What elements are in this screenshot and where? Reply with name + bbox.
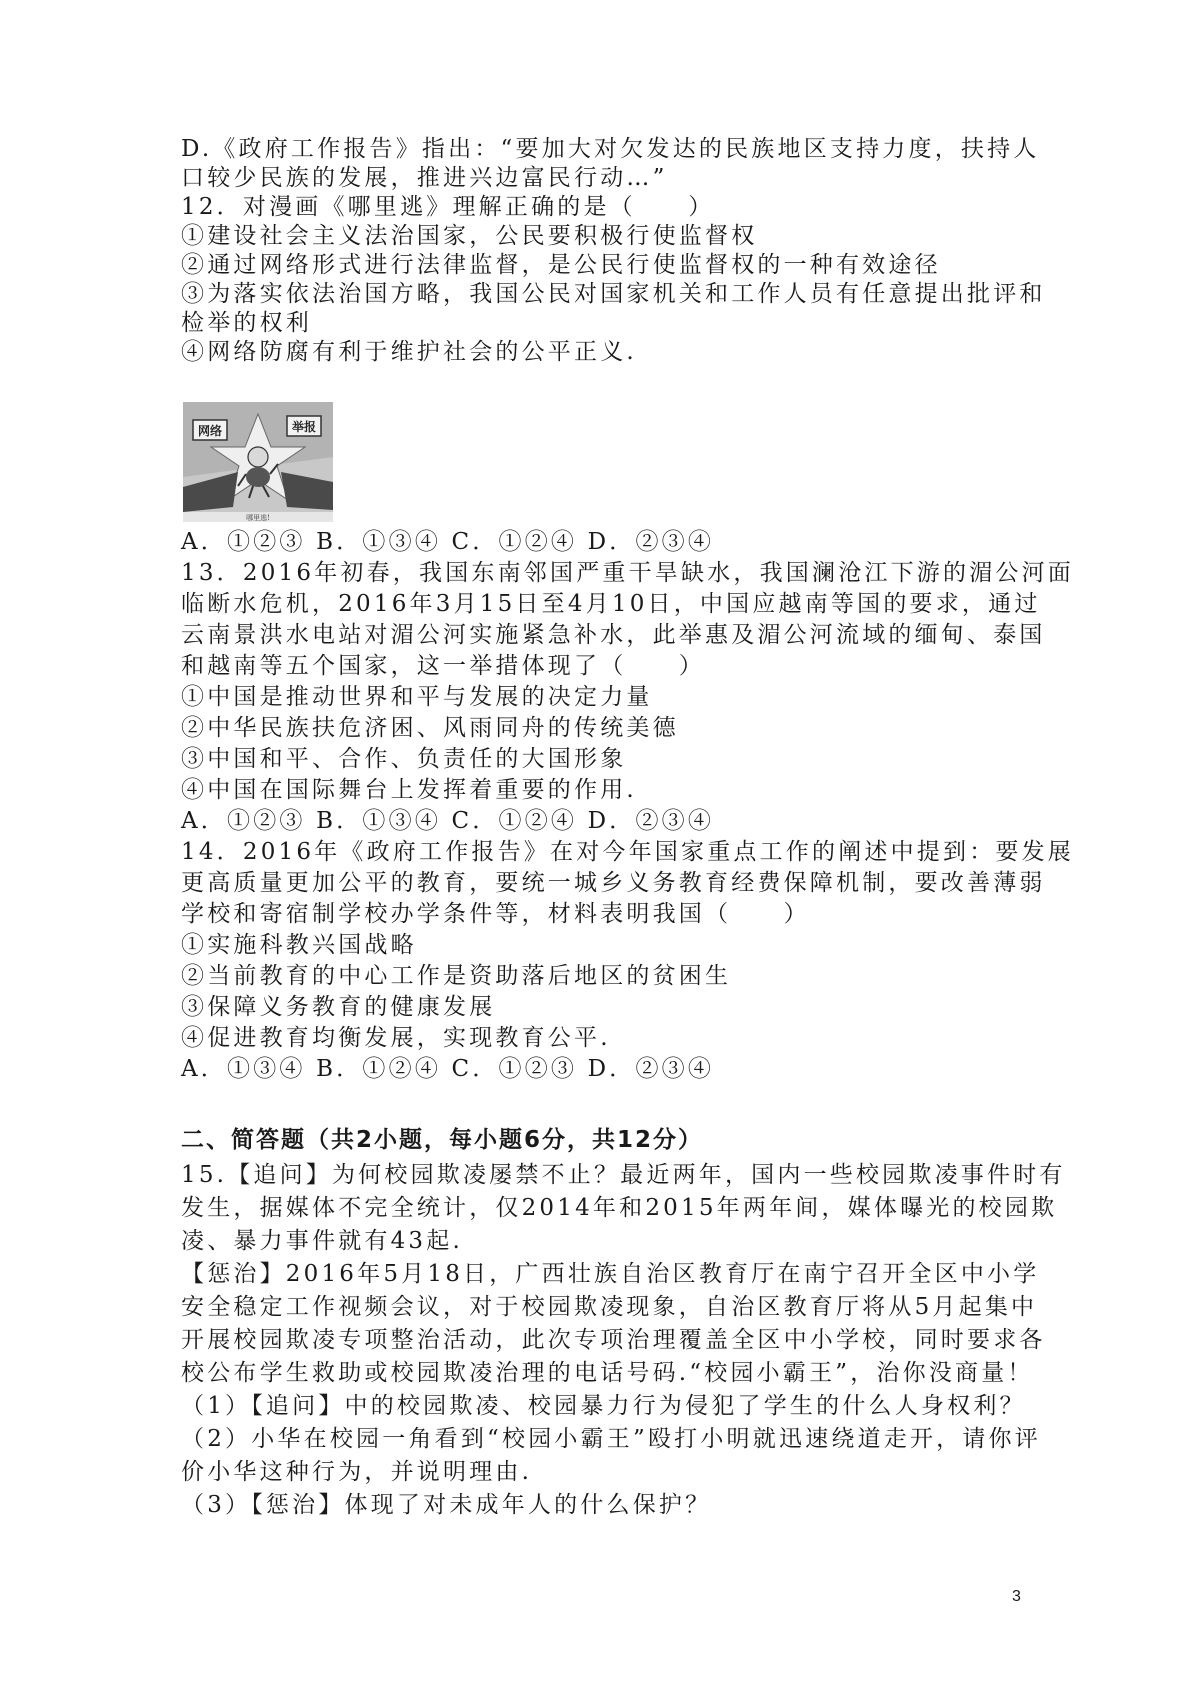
- question-14-stem-2: 更高质量更加公平的教育，要统一城乡义务教育经费保障机制，要改善薄弱: [181, 870, 1046, 896]
- q12-statement-4: ④网络防腐有利于维护社会的公平正义.: [181, 339, 637, 365]
- q12-statement-2: ②通过网络形式进行法律监督，是公民行使监督权的一种有效途径: [181, 252, 941, 278]
- q14-options: A．①③④ B．①②④ C．①②③ D．②③④: [181, 1056, 715, 1082]
- q15-subquestion-3: （3）【惩治】体现了对未成年人的什么保护？: [181, 1492, 712, 1518]
- q13-statement-1: ①中国是推动世界和平与发展的决定力量: [181, 684, 653, 710]
- question-13-stem-2: 临断水危机，2016年3月15日至4月10日，中国应越南等国的要求，通过: [181, 591, 1041, 617]
- question-15-line-2: 发生，据媒体不完全统计，仅2014年和2015年两年间，媒体曝光的校园欺: [181, 1195, 1058, 1221]
- q15-subquestion-2-cont: 价小华这种行为，并说明理由.: [181, 1459, 533, 1485]
- q14-statement-1: ①实施科教兴国战略: [181, 932, 417, 958]
- q15-subquestion-2: （2）小华在校园一角看到“校园小霸王”殴打小明就迅速绕道走开，请你评: [181, 1426, 1041, 1452]
- q13-options: A．①②③ B．①③④ C．①②④ D．②③④: [181, 808, 715, 834]
- q12-options: A．①②③ B．①③④ C．①②④ D．②③④: [181, 529, 715, 555]
- question-13-stem-1: 13．2016年初春，我国东南邻国严重干旱缺水，我国澜沧江下游的湄公河面: [181, 560, 1074, 586]
- question-15-line-7: 校公布学生救助或校园欺凌治理的电话号码.“校园小霸王”，治你没商量！: [181, 1360, 1034, 1386]
- section-two-heading: 二、简答题（共2小题，每小题6分，共12分）: [181, 1127, 704, 1153]
- question-14-stem-3: 学校和寄宿制学校办学条件等，材料表明我国（ ）: [181, 901, 810, 927]
- q14-statement-3: ③保障义务教育的健康发展: [181, 994, 496, 1020]
- question-13-stem-4: 和越南等五个国家，这一举措体现了（ ）: [181, 653, 705, 679]
- question-15-line-1: 15.【追问】为何校园欺凌屡禁不止？最近两年，国内一些校园欺凌事件时有: [181, 1162, 1066, 1188]
- question-15-line-3: 凌、暴力事件就有43起.: [181, 1228, 463, 1254]
- question-15-line-6: 开展校园欺凌专项整治活动，此次专项治理覆盖全区中小学校，同时要求各: [181, 1327, 1046, 1353]
- page-number: 3: [1012, 1588, 1021, 1605]
- sign-left-text: 网络: [197, 424, 223, 438]
- q14-statement-2: ②当前教育的中心工作是资助落后地区的贫困生: [181, 963, 732, 989]
- question-14-stem-1: 14．2016年《政府工作报告》在对今年国家重点工作的阐述中提到：要发展: [181, 839, 1074, 865]
- cartoon-drawing: [183, 402, 333, 522]
- q14-statement-4: ④促进教育均衡发展，实现教育公平.: [181, 1025, 611, 1051]
- question-12-stem: 12．对漫画《哪里逃》理解正确的是（ ）: [181, 194, 715, 220]
- q15-subquestion-1: （1）【追问】中的校园欺凌、校园暴力行为侵犯了学生的什么人身权利？: [181, 1393, 1026, 1419]
- q13-statement-4: ④中国在国际舞台上发挥着重要的作用.: [181, 777, 637, 803]
- cartoon-image: [183, 402, 333, 522]
- question-13-stem-3: 云南景洪水电站对湄公河实施紧急补水，此举惠及湄公河流域的缅甸、泰国: [181, 622, 1046, 648]
- q13-statement-3: ③中国和平、合作、负责任的大国形象: [181, 746, 627, 772]
- question-15-line-5: 安全稳定工作视频会议，对于校园欺凌现象，自治区教育厅将从5月起集中: [181, 1294, 1038, 1320]
- cartoon-caption: 哪里逃!: [246, 514, 270, 522]
- q13-statement-2: ②中华民族扶危济困、风雨同舟的传统美德: [181, 715, 679, 741]
- option-d-line-1: D.《政府工作报告》指出：“要加大对欠发达的民族地区支持力度，扶持人: [181, 136, 1040, 162]
- question-15-line-4: 【惩治】2016年5月18日，广西壮族自治区教育厅在南宁召开全区中小学: [181, 1261, 1040, 1287]
- q12-statement-1: ①建设社会主义法治国家，公民要积极行使监督权: [181, 223, 758, 249]
- option-d-line-2: 口较少民族的发展，推进兴边富民行动…”: [181, 165, 668, 191]
- sign-right-text: 举报: [291, 420, 317, 434]
- q12-statement-3-cont: 检举的权利: [181, 310, 312, 336]
- q12-statement-3: ③为落实依法治国方略，我国公民对国家机关和工作人员有任意提出批评和: [181, 281, 1046, 307]
